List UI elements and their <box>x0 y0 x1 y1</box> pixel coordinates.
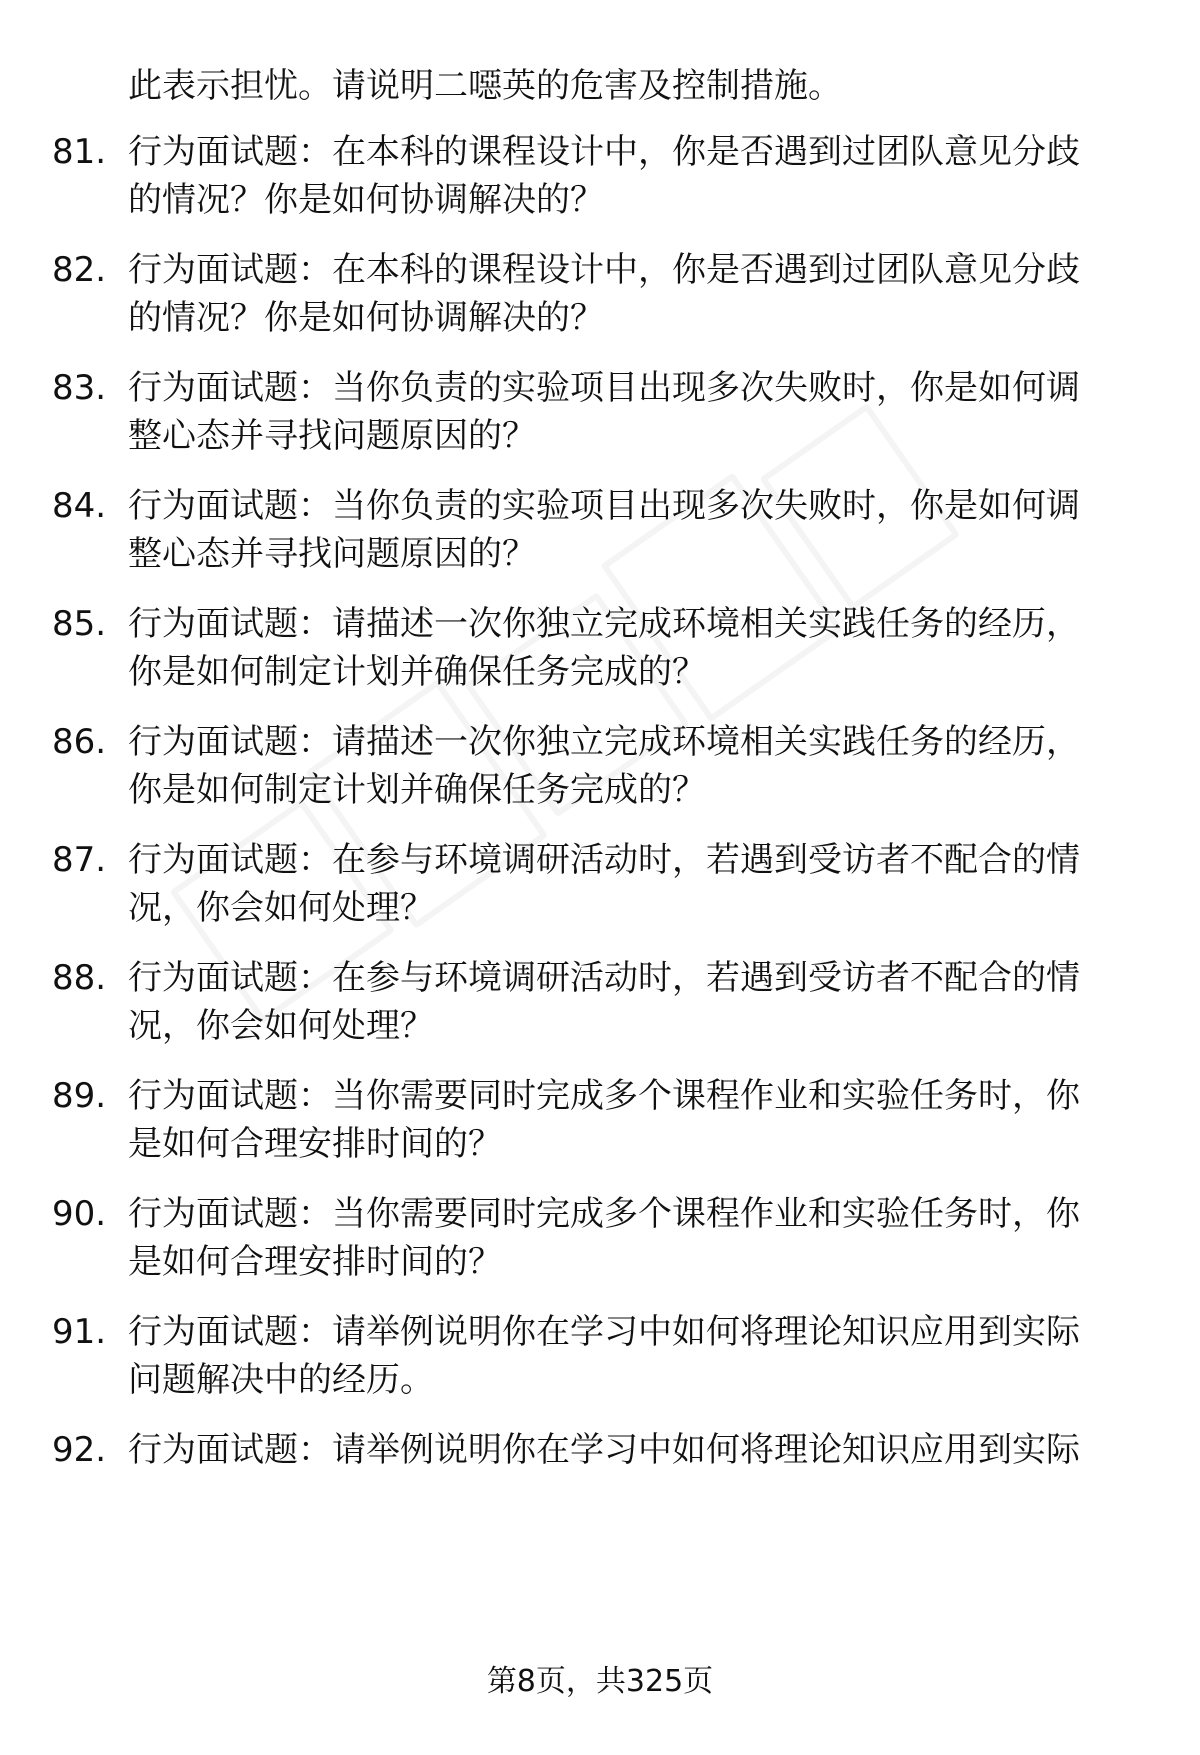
item-line: 行为面试题：在本科的课程设计中，你是否遇到过团队意见分歧 <box>128 250 1080 290</box>
item-number: 84. <box>52 486 107 526</box>
item-line: 整心态并寻找问题原因的？ <box>128 416 536 456</box>
item-text <box>128 1426 1148 1474</box>
item-number: 90. <box>52 1194 107 1234</box>
item-line: 行为面试题：当你需要同时完成多个课程作业和实验任务时，你 <box>128 1076 1080 1116</box>
page-footer: 第8页，共325页 <box>486 1664 714 1699</box>
item-text <box>128 718 1148 814</box>
item-line: 是如何合理安排时间的？ <box>128 1242 502 1282</box>
item-line: 整心态并寻找问题原因的？ <box>128 534 536 574</box>
item-line: 行为面试题：在参与环境调研活动时，若遇到受访者不配合的情 <box>128 840 1080 880</box>
item-text <box>128 246 1148 342</box>
item-line: 行为面试题：在本科的课程设计中，你是否遇到过团队意见分歧 <box>128 132 1080 172</box>
item-line: 况，你会如何处理？ <box>128 1006 434 1046</box>
item-line: 行为面试题：在参与环境调研活动时，若遇到受访者不配合的情 <box>128 958 1080 998</box>
item-text <box>128 482 1148 578</box>
item-text <box>128 364 1148 460</box>
item-line: 问题解决中的经历。 <box>128 1360 434 1400</box>
item-line: 行为面试题：当你负责的实验项目出现多次失败时，你是如何调 <box>128 486 1080 526</box>
item-number: 86. <box>52 722 107 762</box>
item-number: 92. <box>52 1430 107 1470</box>
item-text <box>128 836 1148 932</box>
item-number: 87. <box>52 840 107 880</box>
item-number: 81. <box>52 132 107 172</box>
item-text <box>128 954 1148 1050</box>
item-number: 83. <box>52 368 107 408</box>
item-number: 89. <box>52 1076 107 1116</box>
item-line: 是如何合理安排时间的？ <box>128 1124 502 1164</box>
item-text <box>128 128 1148 224</box>
item-line: 的情况？你是如何协调解决的？ <box>128 180 604 220</box>
item-text <box>128 1190 1148 1286</box>
item-number: 91. <box>52 1312 107 1352</box>
item-line: 行为面试题：请举例说明你在学习中如何将理论知识应用到实际 <box>128 1430 1080 1470</box>
continuation-text: 此表示担忧。请说明二噁英的危害及控制措施。 <box>128 66 842 106</box>
item-line: 的情况？你是如何协调解决的？ <box>128 298 604 338</box>
item-number: 82. <box>52 250 107 290</box>
item-line: 行为面试题：请描述一次你独立完成环境相关实践任务的经历， <box>128 604 1080 644</box>
item-line: 你是如何制定计划并确保任务完成的？ <box>128 652 706 692</box>
item-text <box>128 1308 1148 1404</box>
item-line: 况，你会如何处理？ <box>128 888 434 928</box>
item-line: 行为面试题：请举例说明你在学习中如何将理论知识应用到实际 <box>128 1312 1080 1352</box>
item-line: 行为面试题：请描述一次你独立完成环境相关实践任务的经历， <box>128 722 1080 762</box>
item-line: 你是如何制定计划并确保任务完成的？ <box>128 770 706 810</box>
item-text <box>128 600 1148 696</box>
item-text <box>128 1072 1148 1168</box>
item-line: 行为面试题：当你需要同时完成多个课程作业和实验任务时，你 <box>128 1194 1080 1234</box>
item-number: 88. <box>52 958 107 998</box>
item-line: 行为面试题：当你负责的实验项目出现多次失败时，你是如何调 <box>128 368 1080 408</box>
item-number: 85. <box>52 604 107 644</box>
